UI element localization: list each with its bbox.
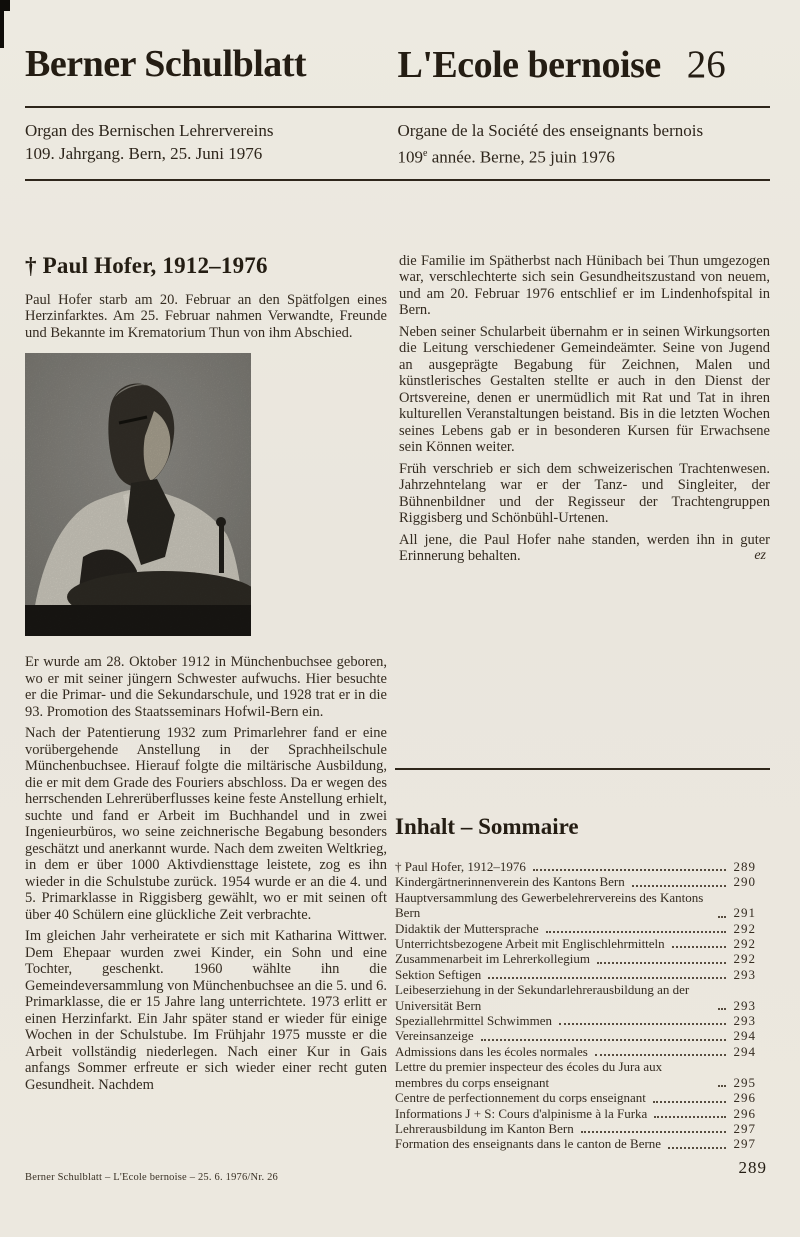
masthead <box>25 0 770 87</box>
toc-entry-page: 292 <box>733 920 756 936</box>
toc-dot-leader <box>533 869 726 871</box>
toc-dot-leader <box>668 1147 726 1149</box>
footer-imprint: Berner Schulblatt – L'Ecole bernoise – 25. 6. 1976/Nr. 26 <box>25 1172 278 1183</box>
toc-entry <box>395 1106 770 1121</box>
toc-entry-title: Sektion Seftigen <box>395 966 482 982</box>
obituary-heading: † Paul Hofer, 1912–1976 <box>25 252 268 278</box>
imprint-german <box>25 119 398 169</box>
divider-rule <box>25 179 770 181</box>
toc-entry-title: Kindergärtnerinnenverein des Kantons Bern <box>395 874 625 890</box>
toc-entry-page: 296 <box>733 1105 756 1121</box>
title-german: Berner Schulblatt <box>25 43 307 85</box>
toc-entry-title: Zusammenarbeit im Lehrerkollegium <box>395 951 590 967</box>
toc-entry-title: Lettre du premier inspecteur des écoles du Jura aux membres du corps enseignant <box>395 1059 663 1090</box>
toc-entry-page: 290 <box>733 874 756 890</box>
toc-divider-rule <box>395 768 770 770</box>
issue-number: 26 <box>686 43 726 86</box>
toc-entry <box>395 890 770 921</box>
toc-entry <box>395 967 770 982</box>
toc-entry-title: Centre de perfectionnement du corps enseignant <box>395 1090 646 1106</box>
obituary-intro: Paul Hofer starb am 20. Februar an den Spätfolgen eines Herzinfarktes. Am 25. Februar nahmen Verwandte, Freunde und Bekannte im Krematorium Thun von ihm Abschied. <box>25 291 387 341</box>
toc-entry-title: Leibeserziehung in der Sekundarlehrerausbildung an der Universität Bern <box>395 982 690 1013</box>
toc-section <box>395 768 770 1152</box>
imprint-french-line2: 109e année. Berne, 25 juin 1976 <box>397 147 615 167</box>
toc-entry-page: 289 <box>733 859 756 874</box>
imprint-german-line2: 109. Jahrgang. Bern, 25. Juni 1976 <box>25 144 263 163</box>
toc-entry-title: † Paul Hofer, 1912–1976 <box>395 859 526 874</box>
toc-entry <box>395 1090 770 1105</box>
imprint-row <box>25 119 770 169</box>
toc-entry <box>395 982 770 1013</box>
toc-entry-title: Admissions dans les écoles normales <box>395 1043 588 1059</box>
toc-entry <box>395 1136 770 1151</box>
toc-entry <box>395 1013 770 1028</box>
obituary-paragraph: Er wurde am 28. Oktober 1912 in Münchenbuchsee geboren, wo er mit seiner jüngern Schwester aufwuchs. Hier besuchte er die Primar- und die Sekundarschule, und 1928 trat er in die 93. Promotion des Staatsseminars Hofwil-Bern ein. <box>25 654 387 720</box>
toc-entry-page: 293 <box>733 997 756 1013</box>
toc-entry <box>395 936 770 951</box>
toc-entry <box>395 1059 770 1090</box>
imprint-french-line1: Organe de la Société des enseignants bernois <box>397 121 704 140</box>
obituary-paragraph: Früh verschrieb er sich dem schweizerischen Trachtenwesen. Jahrzehntelang war er der Tanz- und Singleiter, der Bühnenbildner und der Regisseur der Trachtengruppen Riggisberg und Schönbühl-Urtenen. <box>399 460 770 527</box>
obituary-paragraph: Nach der Patentierung 1932 zum Primarlehrer fand er eine vorübergehende Anstellung in der Sprachheilschule Münchenbuchsee. Hierauf folgte die miltärische Ausbildung, die er mit dem Grade des Fouriers abschloss. Da er wegen des herrschenden Lehrerüberflusses keine feste Anstellung erhielt, suchte und fand er Arbeit im Buchhandel und in zwei Ingenieurbüros, wo seine zeichnerische Begabung besonders geschätzt und anerkannt wurde. Nach dem zweiten Weltkrieg, in dem er über 1000 Aktivdiensttage leistete, zog es ihn wieder in die Schulstube zurück. 1954 wurde er an die 4. und 5. Primarklasse in Riggisberg gewählt, wo er mit seinen oft über 40 Schülern eine glückliche Zeit verbrachte. <box>25 725 387 923</box>
toc-dot-leader <box>672 946 726 948</box>
toc-dot-leader <box>632 885 726 887</box>
toc-entry <box>395 1028 770 1043</box>
portrait-photo <box>25 353 251 636</box>
toc-dot-leader <box>546 931 726 933</box>
toc-entry-page: 293 <box>733 966 756 982</box>
toc-dot-leader <box>481 1039 726 1041</box>
toc-dot-leader <box>654 1116 726 1118</box>
toc-entry <box>395 1044 770 1059</box>
masthead-german <box>25 42 398 87</box>
toc-dot-leader <box>597 962 726 964</box>
toc-entry-page: 297 <box>733 1120 756 1136</box>
portrait-photo-image <box>25 353 251 636</box>
title-french: L'Ecole bernoise <box>397 44 661 86</box>
author-initials: ez <box>754 548 766 564</box>
toc-heading: Inhalt – Sommaire <box>395 814 579 839</box>
obituary-closing: All jene, die Paul Hofer nahe standen, werden ihn in guter Erinnerung behalten. ez <box>399 531 770 565</box>
toc-entry <box>395 921 770 936</box>
toc-entry-page: 292 <box>733 951 756 967</box>
toc-entry-title: Lehrerausbildung im Kanton Bern <box>395 1120 574 1136</box>
column-left <box>25 253 387 1099</box>
toc-dot-leader <box>718 916 726 918</box>
toc-dot-leader <box>653 1101 726 1103</box>
toc-dot-leader <box>718 1008 726 1010</box>
toc-list <box>395 859 770 1152</box>
toc-entry-page: 294 <box>733 1043 756 1059</box>
toc-entry <box>395 1121 770 1136</box>
toc-entry-title: Speziallehrmittel Schwimmen <box>395 1013 553 1029</box>
toc-entry-page: 296 <box>733 1090 756 1106</box>
imprint-german-line1: Organ des Bernischen Lehrervereins <box>25 121 274 140</box>
imprint-french <box>398 119 771 169</box>
toc-dot-leader <box>488 977 726 979</box>
toc-entry-title: Informations J + S: Cours d'alpinisme à la Furka <box>395 1105 648 1121</box>
print-edge-mark <box>0 0 4 48</box>
toc-entry-page: 291 <box>733 905 756 921</box>
toc-entry-page: 292 <box>733 936 756 952</box>
obituary-paragraph: Neben seiner Schularbeit übernahm er in seinen Wirkungsorten die Leitung verschiedener Gemeindeämter. Seine von Jugend an ausgeprägte Begabung für Zeichnen, Malen und künstlerisches Gestalten stellte er auch in den Dienst der Ortsvereine, denen er unermüdlich mit Rat und Tat in ihren kulturellen Veranstaltungen beistand. Bis in die letzten Wochen seines Lebens gab er in besonderen Kursen für Erwachsene sein Können weiter. <box>399 323 770 456</box>
obituary-paragraph: die Familie im Spätherbst nach Hünibach bei Thun umgezogen war, verschlechterte sich sein Gesundheitszustand von neuem, und am 20. Februar 1976 entschlief er im Lindenhofspital in Bern. <box>399 252 770 319</box>
toc-entry-title: Formation des enseignants dans le canton de Berne <box>395 1136 662 1152</box>
toc-entry-page: 297 <box>733 1136 756 1152</box>
toc-dot-leader <box>559 1023 726 1025</box>
masthead-french <box>398 42 771 87</box>
toc-entry-page: 295 <box>733 1074 756 1090</box>
toc-entry-title: Vereinsanzeige <box>395 1028 474 1044</box>
toc-entry <box>395 874 770 889</box>
obituary-paragraph: Im gleichen Jahr verheiratete er sich mit Katharina Wittwer. Dem Ehepaar wurden zwei Kinder, ein Sohn und eine Tochter, geschenkt. 1960 wählte ihn die Gemeindeversammlung von Münchenbuchsee an die 5. und 6. Primarklasse, die er 15 Jahre lang unterrichtete. 1973 erlitt er einen Herzinfarkt. Ein Jahr später stand er wieder für einige Wochen in der Schulstube. Im Frühjahr 1975 musste er die Arbeit vollständig niederlegen. Nach einer Kur in Gais anfangs Sommer erfreute er sich wieder einer recht guten Gesundheit. Nachdem <box>25 928 388 1093</box>
toc-entry-title: Didaktik der Muttersprache <box>395 920 539 936</box>
toc-entry <box>395 951 770 966</box>
toc-entry <box>395 859 770 874</box>
toc-dot-leader <box>581 1131 726 1133</box>
toc-entry-page: 294 <box>733 1028 756 1044</box>
toc-entry-title: Unterrichtsbezogene Arbeit mit Englischlehrmitteln <box>395 936 665 952</box>
toc-entry-page: 293 <box>733 1013 756 1029</box>
toc-entry-title: Hauptversammlung des Gewerbelehrervereins des Kantons Bern <box>395 889 704 921</box>
divider-rule <box>25 106 770 108</box>
toc-dot-leader <box>718 1085 726 1087</box>
page-number: 289 <box>738 1158 767 1177</box>
toc-dot-leader <box>595 1054 726 1056</box>
